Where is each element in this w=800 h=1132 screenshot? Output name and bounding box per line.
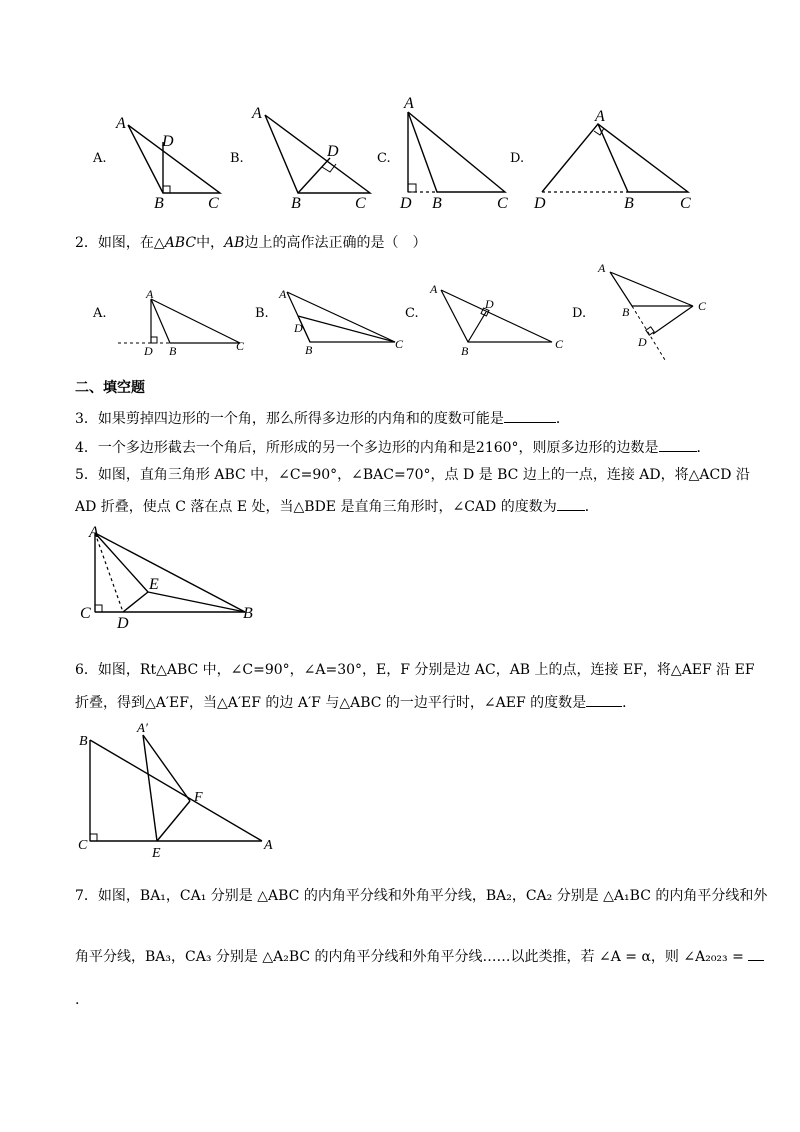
svg-text:C: C [497,195,508,212]
q1-fig-d-triangle [542,124,688,192]
svg-text:D: D [162,133,174,150]
q7-line2: 角平分线，BA₃，CA₃ 分别是 △A₂BC 的内角平分线和外角平分线……以此类推，若 ∠A = α，则 ∠A₂₀₂₃ = [75,946,764,967]
svg-text:D: D [117,615,129,632]
svg-text:A: A [264,838,273,853]
svg-text:C.: C. [405,306,419,321]
svg-text:A: A [279,287,287,301]
svg-text:A: A [146,287,154,301]
svg-text:C: C [236,339,245,353]
q6-figure [0,718,800,868]
q1-option-c-label: C. [377,151,391,166]
svg-text:C: C [555,337,564,351]
q5-line1: 5．如图，直角三角形 ABC 中，∠C=90°，∠BAC=70°，点 D 是 BC 边上的一点，连接 AD，将△ACD 沿 [75,467,750,483]
q7-line3: . [75,992,80,1008]
svg-text:A: A [595,108,605,125]
svg-text:A: A [252,105,262,122]
svg-text:B: B [461,344,469,358]
q2-fig-d-triangle [610,272,693,306]
svg-text:B: B [624,195,634,212]
svg-text:C: C [395,337,404,351]
svg-text:D.: D. [572,306,587,321]
q6-line1: 6．如图，Rt△ABC 中，∠C=90°，∠A=30°，E，F 分别是边 AC，AB 上的点，连接 EF，将△AEF 沿 EF [75,662,755,678]
q2-fig-a-triangle [151,299,240,343]
svg-text:B: B [79,734,88,749]
svg-text:A.: A. [93,306,107,321]
q5-line2: AD 折叠，使点 C 落在点 E 处，当△BDE 是直角三角形时，∠CAD 的度数为 ． [75,496,599,517]
svg-text:A′: A′ [137,720,148,735]
q3-question: 3．如果剪掉四边形的一个角，那么所得多边形的内角和的度数可能是 ． [75,408,570,429]
svg-text:D: D [144,344,153,358]
svg-text:C: C [208,195,219,212]
svg-text:A: A [89,524,99,541]
svg-text:D: D [638,335,647,349]
svg-text:B: B [291,195,301,212]
q1-fig-b-triangle [265,115,370,193]
q1-fig-a-triangle [128,125,220,193]
q5-figure [0,525,800,635]
svg-text:A: A [430,282,438,296]
svg-text:B: B [622,305,630,319]
svg-text:D: D [327,143,339,160]
q2-fig-c-triangle [441,290,552,342]
svg-text:B: B [154,195,164,212]
svg-text:A: A [404,95,414,112]
svg-text:C: C [698,299,707,313]
svg-text:A: A [598,261,606,275]
q1-option-a-label: A. [93,151,107,166]
svg-text:C: C [78,838,88,853]
svg-text:D: D [294,321,303,335]
svg-text:D: D [534,195,546,212]
svg-text:E: E [149,576,159,593]
svg-text:B: B [169,344,177,358]
q1-option-b-label: B. [230,151,244,166]
svg-text:E: E [152,846,161,861]
q2-question: 2．如图，在△ABC中，AB边上的高作法正确的是（ ） [75,235,427,251]
svg-text:B: B [305,343,313,357]
svg-text:B: B [243,605,253,622]
q1-figures [0,0,800,220]
q2-figures [0,262,800,372]
svg-text:B.: B. [255,306,269,321]
svg-text:C: C [680,195,691,212]
q6-line2: 折叠，得到△A′EF，当△A′EF 的边 A′F 与△ABC 的一边平行时，∠AEF 的度数是 ． [75,692,636,713]
svg-text:D: D [400,195,412,212]
svg-text:C: C [80,605,91,622]
q1-fig-c-triangle [408,112,505,192]
q7-line1: 7．如图，BA₁，CA₁ 分别是 △ABC 的内角平分线和外角平分线，BA₂，CA₂ 分别是 △A₁BC 的内角平分线和外 [75,888,768,904]
svg-text:A: A [116,115,126,132]
svg-text:C: C [355,195,366,212]
svg-text:B: B [432,195,442,212]
svg-text:D: D [485,297,494,311]
q4-question: 4．一个多边形截去一个角后，所形成的另一个多边形的内角和是2160°，则原多边形的边数是 ． [75,437,711,458]
svg-text:F: F [194,790,203,805]
section-title: 二、填空题 [75,380,145,396]
q1-option-d-label: D. [510,151,525,166]
